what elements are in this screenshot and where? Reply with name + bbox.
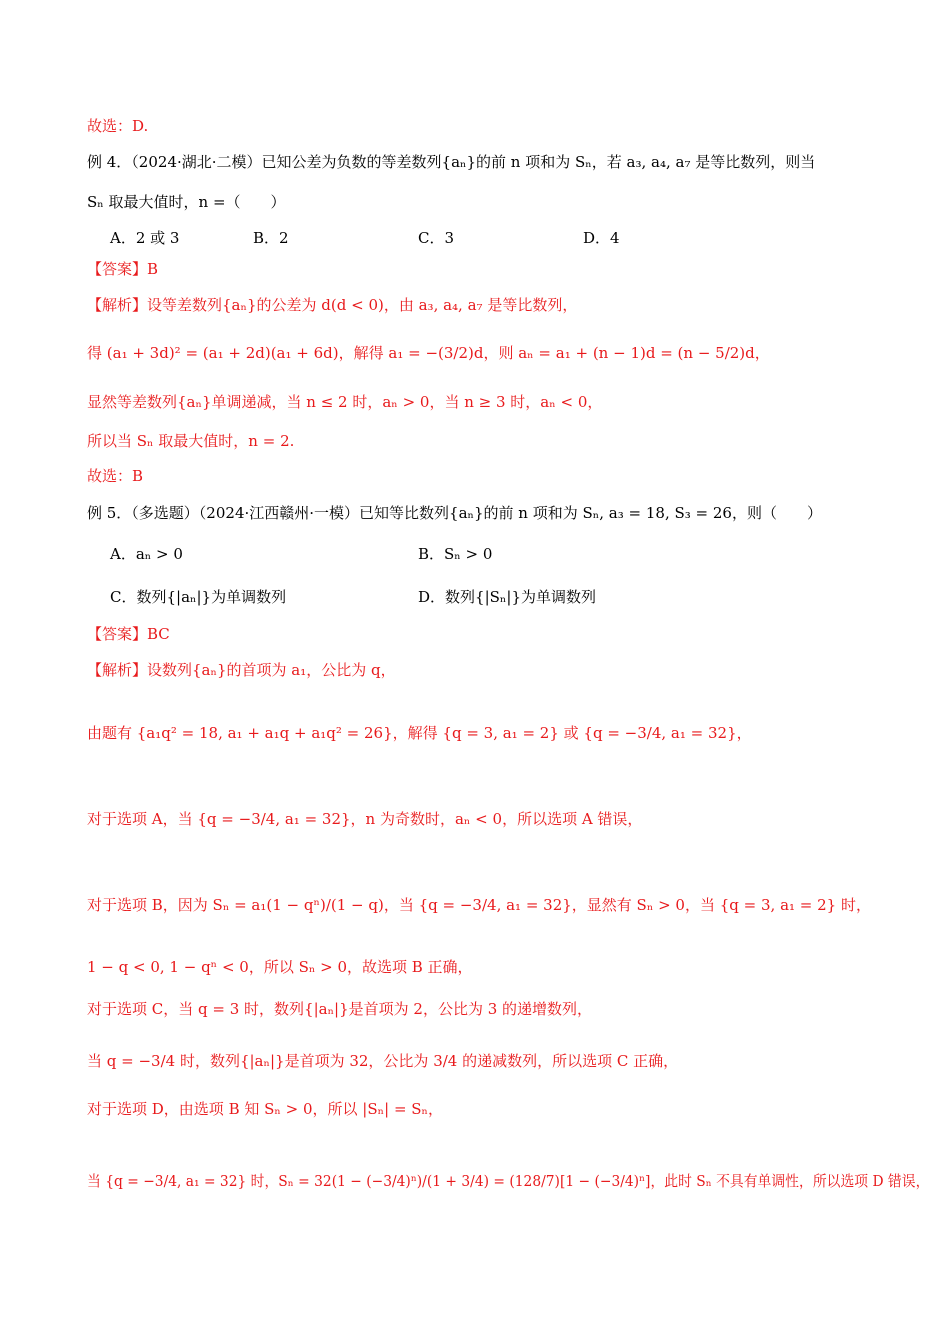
line-18: 对于选项 B，因为 Sₙ = a₁(1 − qⁿ)/(1 − q)，当 {q = −3/4, a₁ = 32}，显然有 Sₙ > 0，当 {q = 3, a₁ = 2} 时， — [87, 896, 871, 914]
answer-5: 【答案】BC — [87, 625, 170, 643]
line-17: 对于选项 A，当 {q = −3/4, a₁ = 32}，n 为奇数时，aₙ < 0，所以选项 A 错误， — [87, 810, 643, 828]
option-5c: C．数列{|aₙ|}为单调数列 — [110, 588, 287, 606]
line-20: 对于选项 C，当 q = 3 时，数列{|aₙ|}是首项为 2，公比为 3 的递增数列， — [87, 1000, 593, 1018]
line-06: 【解析】设等差数列{aₙ}的公差为 d(d < 0)，由 a₃, a₄, a₇ 是等比数列， — [87, 296, 578, 314]
line-07: 得 (a₁ + 3d)² = (a₁ + 2d)(a₁ + 6d)，解得 a₁ = −(3/2)d，则 aₙ = a₁ + (n − 1)d = (n − 5/2)d， — [87, 344, 770, 362]
line-21: 当 q = −3/4 时，数列{|aₙ|}是首项为 32，公比为 3/4 的递减数列，所以选项 C 正确， — [87, 1052, 679, 1070]
line-03: Sₙ 取最大值时，n =（ ） — [87, 193, 286, 211]
line-22: 对于选项 D，由选项 B 知 Sₙ > 0，所以 |Sₙ| = Sₙ， — [87, 1100, 444, 1118]
option-5a: A．aₙ > 0 — [110, 545, 183, 563]
option-b: B．2 — [253, 229, 289, 247]
line-23: 当 {q = −3/4, a₁ = 32} 时，Sₙ = 32(1 − (−3/4)ⁿ)/(1 + 3/4) = (128/7)[1 − (−3/4)ⁿ]，此时 Sₙ 不具有单调性，所以选项 D 错误， — [87, 1172, 930, 1190]
option-a: A．2 或 3 — [110, 229, 180, 247]
line-16: 由题有 {a₁q² = 18, a₁ + a₁q + a₁q² = 26}，解得 {q = 3, a₁ = 2} 或 {q = −3/4, a₁ = 32}， — [87, 724, 752, 742]
line-09: 所以当 Sₙ 取最大值时，n = 2. — [87, 432, 295, 450]
line-11: 例 5．（多选题）（2024·江西赣州·一模）已知等比数列{aₙ}的前 n 项和为 Sₙ, a₃ = 18, S₃ = 26，则（ ） — [87, 504, 822, 522]
line-10: 故选：B — [87, 467, 144, 485]
option-c: C．3 — [418, 229, 455, 247]
option-5b: B．Sₙ > 0 — [418, 545, 493, 563]
line-19: 1 − q < 0, 1 − qⁿ < 0，所以 Sₙ > 0，故选项 B 正确， — [87, 958, 473, 976]
option-5d: D．数列{|Sₙ|}为单调数列 — [418, 588, 596, 606]
line-15: 【解析】设数列{aₙ}的首项为 a₁，公比为 q， — [87, 661, 396, 679]
answer-4: 【答案】B — [87, 260, 159, 278]
option-d: D．4 — [583, 229, 620, 247]
line-08: 显然等差数列{aₙ}单调递减，当 n ≤ 2 时，aₙ > 0，当 n ≥ 3 时，aₙ < 0， — [87, 393, 603, 411]
line-01: 故选：D. — [87, 117, 149, 135]
line-02: 例 4．（2024·湖北·二模）已知公差为负数的等差数列{aₙ}的前 n 项和为 Sₙ，若 a₃, a₄, a₇ 是等比数列，则当 — [87, 153, 816, 171]
